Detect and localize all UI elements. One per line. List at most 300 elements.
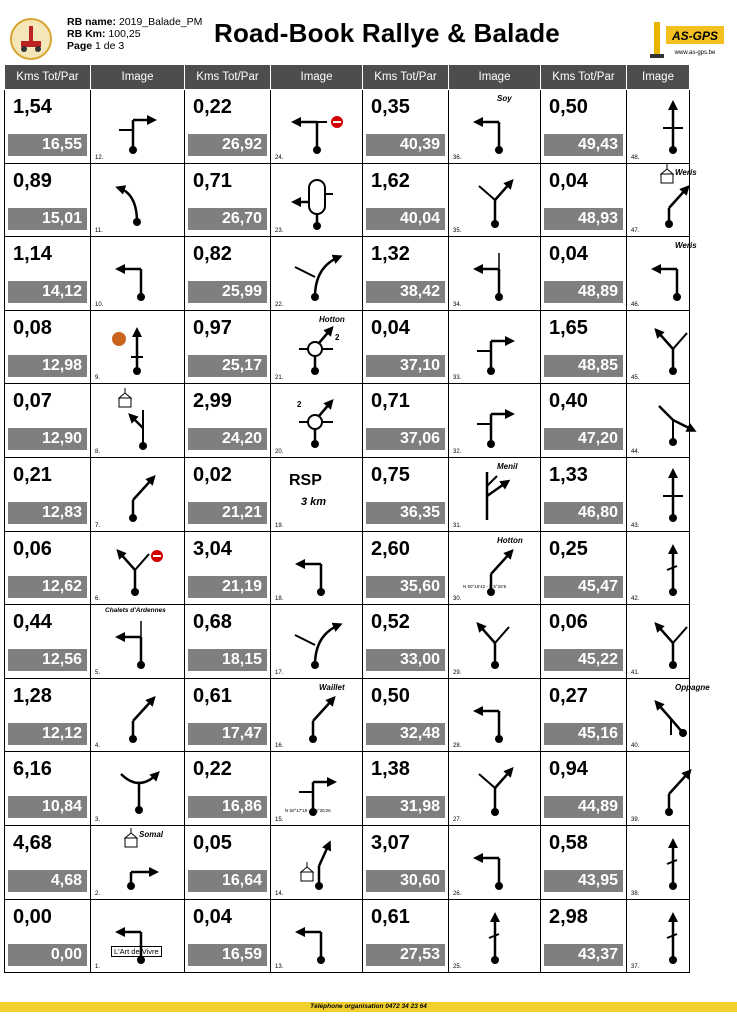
partial-distance: 0,00 xyxy=(13,905,52,928)
partial-distance: 3,04 xyxy=(193,537,232,560)
total-distance: 45,22 xyxy=(544,649,623,671)
table-row xyxy=(5,752,690,826)
image-cell xyxy=(627,899,690,973)
distance-cell xyxy=(363,825,449,899)
step-number: 27. xyxy=(453,816,462,823)
step-number: 20. xyxy=(275,448,284,455)
left-turn-no-entry-icon xyxy=(271,90,363,163)
partial-distance: 0,94 xyxy=(549,758,588,781)
image-cell xyxy=(91,90,185,164)
distance-cell xyxy=(541,457,627,531)
total-distance: 44,89 xyxy=(544,796,623,818)
curve-junction-icon xyxy=(91,752,183,825)
partial-distance: 0,07 xyxy=(13,390,52,413)
total-distance: 12,56 xyxy=(8,649,87,671)
col-header-kms: Kms Tot/Par xyxy=(5,65,91,90)
total-distance: 37,06 xyxy=(366,428,445,450)
total-distance: 48,85 xyxy=(544,355,623,377)
church-left-icon xyxy=(91,384,183,457)
image-cell xyxy=(91,531,185,605)
image-cell xyxy=(627,825,690,899)
distance-cell xyxy=(541,384,627,458)
distance-cell xyxy=(5,531,91,605)
fork-left-icon xyxy=(627,605,719,678)
partial-distance: 1,38 xyxy=(371,758,410,781)
col-header-image: Image xyxy=(449,65,541,90)
step-number: 4. xyxy=(95,743,101,750)
step-number: 33. xyxy=(453,375,462,382)
total-distance: 45,47 xyxy=(544,576,623,598)
partial-distance: 0,89 xyxy=(13,169,52,192)
step-number: 42. xyxy=(631,596,640,603)
distance-cell xyxy=(5,237,91,311)
total-distance: 16,59 xyxy=(188,944,267,966)
distance-cell xyxy=(185,605,271,679)
total-distance: 35,60 xyxy=(366,576,445,598)
partial-distance: 2,60 xyxy=(371,537,410,560)
partial-distance: 1,62 xyxy=(371,169,410,192)
step-number: 47. xyxy=(631,228,640,235)
partial-distance: 0,04 xyxy=(549,169,588,192)
page-title: Road-Book Rallye & Balade xyxy=(214,18,560,48)
straight-icon xyxy=(627,826,719,899)
step-number: 21. xyxy=(275,375,284,382)
partial-distance: 0,61 xyxy=(371,905,410,928)
step-number: 29. xyxy=(453,669,462,676)
partial-distance: 0,05 xyxy=(193,831,232,854)
distance-cell xyxy=(5,384,91,458)
total-distance: 30,60 xyxy=(366,870,445,892)
col-header-kms: Kms Tot/Par xyxy=(363,65,449,90)
step-number: 14. xyxy=(275,890,284,897)
distance-cell xyxy=(541,752,627,826)
image-cell xyxy=(449,310,541,384)
step-number: 12. xyxy=(95,154,104,161)
gps-coordinates: N 50°15'42 - E 5°26'5 xyxy=(463,583,507,589)
table-row xyxy=(5,457,690,531)
partial-distance: 0,35 xyxy=(371,96,410,118)
distance-cell xyxy=(363,899,449,973)
total-distance: 21,21 xyxy=(188,502,267,524)
distance-cell xyxy=(541,310,627,384)
partial-distance: 4,68 xyxy=(13,831,52,854)
total-distance: 38,42 xyxy=(366,281,445,303)
total-distance: 43,95 xyxy=(544,870,623,892)
step-number: 10. xyxy=(95,301,104,308)
place-label: Somal xyxy=(139,829,164,839)
image-cell xyxy=(91,752,185,826)
table-row xyxy=(5,899,690,973)
step-number: 28. xyxy=(453,743,462,750)
straight-icon xyxy=(449,900,541,973)
distance-cell xyxy=(363,752,449,826)
left-turn-icon xyxy=(91,900,183,973)
step-number: 8. xyxy=(95,448,101,455)
total-distance: 0,00 xyxy=(8,944,87,966)
image-cell xyxy=(449,90,541,164)
fork-left-icon xyxy=(627,311,719,384)
step-number: 9. xyxy=(95,375,101,382)
partial-distance: 1,32 xyxy=(371,243,410,266)
step-number: 2. xyxy=(95,890,101,897)
total-distance: 17,47 xyxy=(188,723,267,745)
distance-cell xyxy=(185,163,271,237)
brand-url: www.as-gps.be xyxy=(674,50,716,56)
image-cell xyxy=(91,605,185,679)
total-distance: 12,12 xyxy=(8,723,87,745)
distance-cell xyxy=(5,163,91,237)
straight-icon xyxy=(627,532,719,605)
straight-church-icon xyxy=(271,826,363,899)
distance-cell xyxy=(363,605,449,679)
partial-distance: 0,27 xyxy=(549,684,588,707)
step-number: 30. xyxy=(453,596,462,603)
step-number: 36. xyxy=(453,154,462,161)
partial-distance: 0,50 xyxy=(549,96,588,118)
image-cell xyxy=(449,678,541,752)
rsp-km: 3 km xyxy=(301,495,327,508)
table-row xyxy=(5,310,690,384)
image-cell xyxy=(627,457,690,531)
place-sign: L'Art de Vivre xyxy=(111,946,162,957)
partial-distance: 0,68 xyxy=(193,611,232,634)
total-distance: 12,98 xyxy=(8,355,87,377)
total-distance: 45,16 xyxy=(544,723,623,745)
place-label: Oppagne xyxy=(675,682,710,692)
image-cell xyxy=(627,605,690,679)
col-header-image: Image xyxy=(91,65,185,90)
table-row xyxy=(5,163,690,237)
distance-cell xyxy=(541,237,627,311)
distance-cell xyxy=(541,605,627,679)
partial-distance: 0,04 xyxy=(371,316,410,339)
total-distance: 18,15 xyxy=(188,649,267,671)
col-header-kms: Kms Tot/Par xyxy=(541,65,627,90)
image-cell xyxy=(271,310,363,384)
distance-cell xyxy=(363,163,449,237)
image-cell xyxy=(627,310,690,384)
step-number: 45. xyxy=(631,375,640,382)
place-label: Waillet xyxy=(319,682,345,692)
left-turn-icon xyxy=(271,532,363,605)
table-row xyxy=(5,90,690,164)
total-distance: 10,84 xyxy=(8,796,87,818)
curve-left-icon xyxy=(91,164,183,237)
total-distance: 37,10 xyxy=(366,355,445,377)
table-row xyxy=(5,384,690,458)
table-row xyxy=(5,237,690,311)
distance-cell xyxy=(363,457,449,531)
image-cell xyxy=(449,163,541,237)
distance-cell xyxy=(5,457,91,531)
image-cell xyxy=(91,678,185,752)
step-number: 43. xyxy=(631,522,640,529)
distance-cell xyxy=(5,605,91,679)
image-cell xyxy=(627,90,690,164)
left-turn-icon xyxy=(271,900,363,973)
image-cell xyxy=(449,899,541,973)
rb-km: 100,25 xyxy=(108,28,141,40)
straight-cross-icon xyxy=(627,458,719,531)
distance-cell xyxy=(185,237,271,311)
image-cell xyxy=(627,531,690,605)
total-distance: 25,17 xyxy=(188,355,267,377)
distance-cell xyxy=(185,825,271,899)
image-cell xyxy=(449,384,541,458)
partial-distance: 1,54 xyxy=(13,96,52,118)
partial-distance: 0,04 xyxy=(549,243,588,266)
partial-distance: 1,33 xyxy=(549,463,588,486)
total-distance: 16,86 xyxy=(188,796,267,818)
image-cell xyxy=(449,825,541,899)
col-header-kms: Kms Tot/Par xyxy=(185,65,271,90)
step-number: 24. xyxy=(275,154,284,161)
image-cell xyxy=(91,163,185,237)
partial-distance: 0,50 xyxy=(371,684,410,707)
header xyxy=(0,0,737,64)
total-distance: 25,99 xyxy=(188,281,267,303)
step-number: 26. xyxy=(453,890,462,897)
roadbook-meta: RB name: 2019_Balade_PM RB Km: 100,25 Page 1 de 3 xyxy=(67,16,203,52)
step-number: 13. xyxy=(275,964,284,971)
partial-distance: 0,71 xyxy=(193,169,232,192)
distance-cell xyxy=(185,457,271,531)
footer-phone: Téléphone organisation 0472 34 23 64 xyxy=(0,1002,737,1012)
step-number: 1. xyxy=(95,964,101,971)
right-turn-icon xyxy=(449,311,541,384)
partial-distance: 0,04 xyxy=(193,905,232,928)
distance-cell xyxy=(5,752,91,826)
distance-cell xyxy=(363,384,449,458)
step-number: 22. xyxy=(275,301,284,308)
exit-number: 2 xyxy=(335,332,340,342)
total-distance: 12,83 xyxy=(8,502,87,524)
total-distance: 21,19 xyxy=(188,576,267,598)
fork-right-icon xyxy=(449,752,541,825)
image-cell xyxy=(271,90,363,164)
distance-cell xyxy=(541,678,627,752)
image-cell xyxy=(271,531,363,605)
distance-cell xyxy=(541,163,627,237)
distance-cell xyxy=(541,90,627,164)
gps-coordinates: N 50°17'18 - E 5°26'26 xyxy=(285,808,331,814)
partial-distance: 0,40 xyxy=(549,390,588,413)
total-distance: 27,53 xyxy=(366,944,445,966)
image-cell xyxy=(627,237,697,311)
step-number: 7. xyxy=(95,522,101,529)
image-cell xyxy=(627,384,690,458)
total-distance: 16,55 xyxy=(8,134,87,156)
step-number: 18. xyxy=(275,596,284,603)
straight-squirrel-icon xyxy=(91,311,183,384)
step-number: 34. xyxy=(453,301,462,308)
step-number: 44. xyxy=(631,448,640,455)
fork-left-icon xyxy=(449,605,541,678)
distance-cell xyxy=(185,310,271,384)
partial-distance: 0,61 xyxy=(193,684,232,707)
distance-cell xyxy=(5,899,91,973)
rally-car-logo-icon xyxy=(8,16,54,62)
bear-right-church-icon xyxy=(627,164,719,237)
fork-right-icon xyxy=(449,164,541,237)
total-distance: 32,48 xyxy=(366,723,445,745)
partial-distance: 3,07 xyxy=(371,831,410,854)
step-number: 5. xyxy=(95,669,101,676)
step-number: 11. xyxy=(95,228,103,235)
image-cell xyxy=(271,457,363,531)
partial-distance: 0,22 xyxy=(193,96,232,118)
step-number: 6. xyxy=(95,596,101,603)
image-cell xyxy=(91,899,185,973)
total-distance: 49,43 xyxy=(544,134,623,156)
total-distance: 4,68 xyxy=(8,870,87,892)
roadbook-grid xyxy=(4,64,710,973)
place-label: Weris xyxy=(675,241,697,251)
image-cell xyxy=(91,237,185,311)
step-number: 17. xyxy=(275,669,284,676)
partial-distance: 0,06 xyxy=(13,537,52,560)
col-header-image: Image xyxy=(627,65,690,90)
partial-distance: 0,97 xyxy=(193,316,232,339)
image-cell xyxy=(627,752,690,826)
image-cell xyxy=(627,163,697,237)
total-distance: 48,93 xyxy=(544,208,623,230)
bear-right-icon xyxy=(627,752,719,825)
right-turn-icon xyxy=(91,90,183,163)
image-cell xyxy=(449,605,541,679)
partial-distance: 2,99 xyxy=(193,390,232,413)
partial-distance: 1,65 xyxy=(549,316,588,339)
roundabout-exit-2-icon xyxy=(271,311,363,384)
image-cell xyxy=(449,531,541,605)
total-distance: 48,89 xyxy=(544,281,623,303)
bear-right-icon xyxy=(91,458,183,531)
table-row xyxy=(5,605,690,679)
image-cell xyxy=(449,752,541,826)
distance-cell xyxy=(5,678,91,752)
total-distance: 40,39 xyxy=(366,134,445,156)
total-distance: 31,98 xyxy=(366,796,445,818)
step-number: 38. xyxy=(631,890,640,897)
left-turn-icon xyxy=(627,237,719,310)
partial-distance: 2,98 xyxy=(549,905,588,928)
total-distance: 12,90 xyxy=(8,428,87,450)
diagonal-right-icon xyxy=(627,384,719,457)
image-cell xyxy=(627,678,710,752)
image-cell xyxy=(449,457,541,531)
left-turn-icon xyxy=(449,90,541,163)
partial-distance: 1,14 xyxy=(13,243,52,266)
partial-distance: 0,58 xyxy=(549,831,588,854)
total-distance: 15,01 xyxy=(8,208,87,230)
place-label: Chalets d'Ardennes xyxy=(105,607,166,615)
roundabout-left-icon xyxy=(271,164,363,237)
distance-cell xyxy=(185,90,271,164)
curve-right-icon xyxy=(271,605,363,678)
exit-number: 2 xyxy=(297,400,302,410)
partial-distance: 0,21 xyxy=(13,463,52,486)
place-label: Weris xyxy=(675,167,697,177)
distance-cell xyxy=(185,752,271,826)
partial-distance: 1,28 xyxy=(13,684,52,707)
image-cell xyxy=(271,605,363,679)
right-turn-icon xyxy=(271,752,363,825)
total-distance: 26,70 xyxy=(188,208,267,230)
place-label: Hotton xyxy=(497,535,523,545)
distance-cell xyxy=(363,310,449,384)
step-number: 19. xyxy=(275,522,284,529)
distance-cell xyxy=(185,531,271,605)
distance-cell xyxy=(185,899,271,973)
rb-name: 2019_Balade_PM xyxy=(118,16,203,28)
distance-cell xyxy=(363,237,449,311)
distance-cell xyxy=(5,310,91,384)
rsp-label: RSP xyxy=(289,471,322,489)
step-number: 3. xyxy=(95,816,101,823)
left-cross-icon xyxy=(91,605,183,678)
distance-cell xyxy=(541,899,627,973)
partial-distance: 0,52 xyxy=(371,611,410,634)
partial-distance: 0,75 xyxy=(371,463,410,486)
distance-cell xyxy=(5,90,91,164)
partial-distance: 0,71 xyxy=(371,390,410,413)
church-right-icon xyxy=(91,826,183,899)
col-header-image: Image xyxy=(271,65,363,90)
bear-right-icon xyxy=(91,679,183,752)
place-label: Menil xyxy=(497,461,518,471)
step-number: 48. xyxy=(631,154,640,161)
table-row xyxy=(5,825,690,899)
step-number: 46. xyxy=(631,301,640,308)
step-number: 39. xyxy=(631,816,640,823)
image-cell xyxy=(271,163,363,237)
image-cell xyxy=(91,310,185,384)
left-turn-icon xyxy=(449,826,541,899)
distance-cell xyxy=(185,384,271,458)
partial-distance: 0,44 xyxy=(13,611,52,634)
step-number: 32. xyxy=(453,448,462,455)
step-number: 15. xyxy=(275,816,284,823)
step-number: 31. xyxy=(453,522,462,529)
brand-name: AS-GPS xyxy=(671,29,719,43)
partial-distance: 0,25 xyxy=(549,537,588,560)
total-distance: 12,62 xyxy=(8,576,87,598)
left-turn-icon xyxy=(91,237,183,310)
total-distance: 47,20 xyxy=(544,428,623,450)
image-cell xyxy=(271,752,363,826)
distance-cell xyxy=(541,825,627,899)
image-cell xyxy=(91,457,185,531)
left-turn-icon xyxy=(449,679,541,752)
roundabout-exit-2-icon xyxy=(271,384,363,457)
step-number: 16. xyxy=(275,743,284,750)
step-number: 37. xyxy=(631,964,640,971)
total-distance: 36,35 xyxy=(366,502,445,524)
place-label: Soy xyxy=(497,94,512,103)
fork-left-no-entry-icon xyxy=(91,532,183,605)
image-cell xyxy=(271,237,363,311)
distance-cell xyxy=(363,90,449,164)
left-cross-icon xyxy=(449,237,541,310)
bear-right-icon xyxy=(449,532,541,605)
distance-cell xyxy=(5,825,91,899)
image-cell xyxy=(91,384,185,458)
total-distance: 26,92 xyxy=(188,134,267,156)
page-number: 1 de 3 xyxy=(95,40,125,52)
partial-distance: 6,16 xyxy=(13,758,52,781)
total-distance: 16,64 xyxy=(188,870,267,892)
partial-distance: 0,02 xyxy=(193,463,232,486)
